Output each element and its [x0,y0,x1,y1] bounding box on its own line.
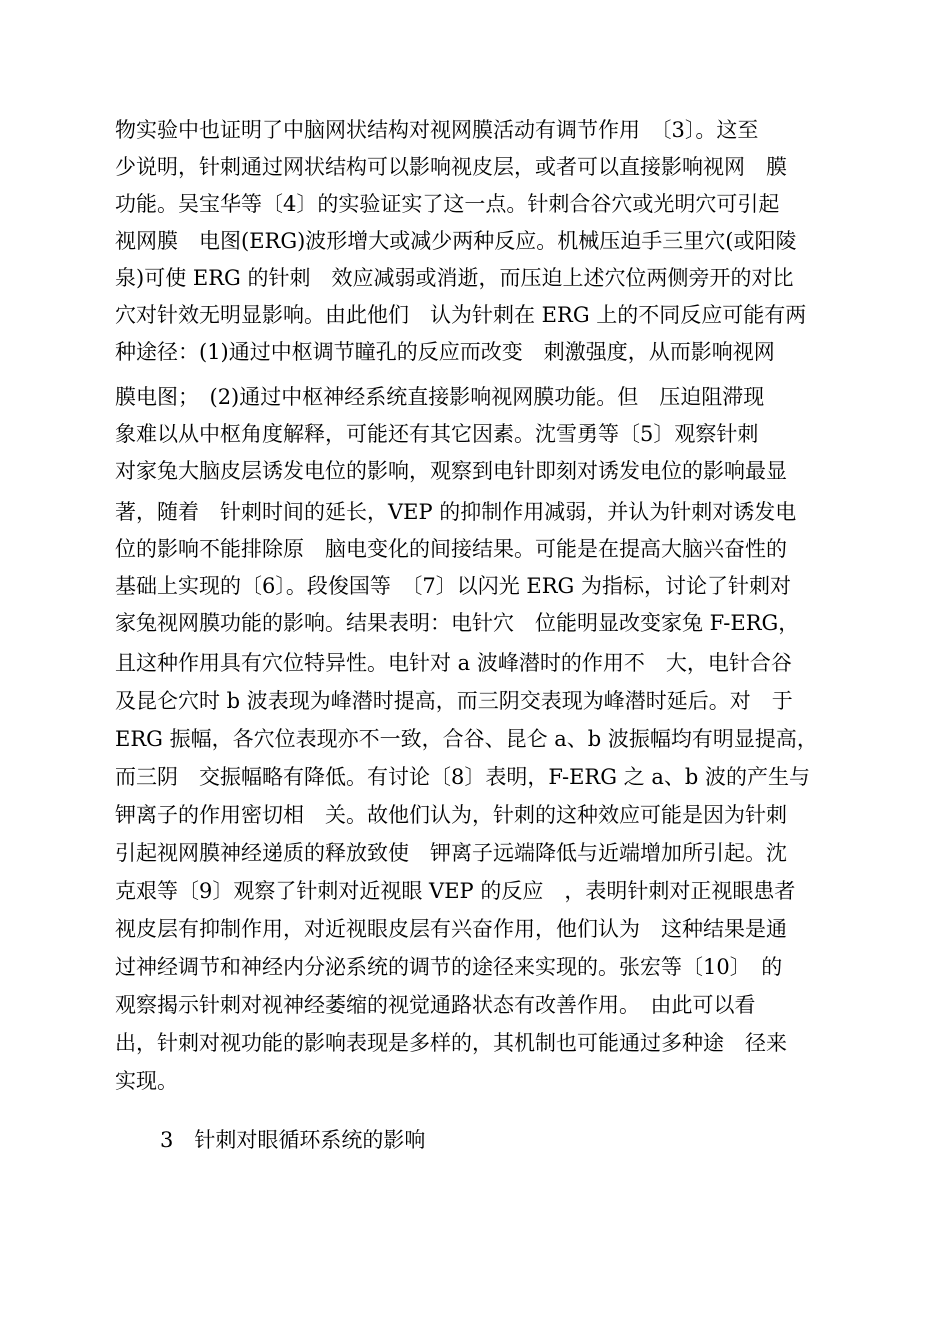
text-line: 位的影响不能排除原 脑电变化的间接结果。可能是在提高大脑兴奋性的 [115,537,787,561]
text-line: 穴对针效无明显影响。由此他们 认为针刺在 ERG 上的不同反应可能有两 [115,303,807,327]
text-line: 引起视网膜神经递质的释放致使 钾离子远端降低与近端增加所引起。沈 [115,841,787,865]
text-line: 膜电图； (2)通过中枢神经系统直接影响视网膜功能。但 压迫阻滞现 [115,385,765,409]
text-line: 过神经调节和神经内分泌系统的调节的途径来实现的。张宏等〔10〕 的 [115,955,783,979]
text-line: 出，针刺对视功能的影响表现是多样的，其机制也可能通过多种途 径来 [115,1031,787,1055]
text-line: ERG 振幅，各穴位表现亦不一致，合谷、昆仑 a、b 波振幅均有明显提高， [115,727,818,751]
text-line: 及昆仑穴时 b 波表现为峰潜时提高，而三阴交表现为峰潜时延后。对 于 [115,689,793,713]
text-line: 象难以从中枢角度解释，可能还有其它因素。沈雪勇等〔5〕观察针刺 [115,422,759,446]
text-line: 视网膜 电图(ERG)波形增大或减少两种反应。机械压迫手三里穴(或阳陵 [115,229,797,253]
text-line: 著，随着 针刺时间的延长，VEP 的抑制作用减弱，并认为针刺对诱发电 [115,500,797,524]
text-line: 钾离子的作用密切相 关。故他们认为，针刺的这种效应可能是因为针刺 [115,803,787,827]
text-line: 而三阴 交振幅略有降低。有讨论〔8〕表明，F-ERG 之 a、b 波的产生与 [115,765,810,789]
text-line: 视皮层有抑制作用，对近视眼皮层有兴奋作用，他们认为 这种结果是通 [115,917,787,941]
text-line: 功能。吴宝华等〔4〕的实验证实了这一点。针刺合谷穴或光明穴可引起 [115,192,780,216]
text-line: 克艰等〔9〕观察了针刺对近视眼 VEP 的反应 ，表明针刺对正视眼患者 [115,879,796,903]
text-line: 且这种作用具有穴位特异性。电针对 a 波峰潜时的作用不 大，电针合谷 [115,651,792,675]
text-line: 物实验中也证明了中脑网状结构对视网膜活动有调节作用 〔3〕。这至 [115,118,759,142]
text-line: 实现。 [115,1069,178,1093]
text-line: 少说明，针刺通过网状结构可以影响视皮层，或者可以直接影响视网 膜 [115,155,787,179]
section-heading: 3 针刺对眼循环系统的影响 [160,1128,426,1152]
text-line: 家兔视网膜功能的影响。结果表明：电针穴 位能明显改变家兔 F-ERG， [115,611,800,635]
text-line: 对家兔大脑皮层诱发电位的影响，观察到电针即刻对诱发电位的影响最显 [115,459,787,483]
text-line: 基础上实现的〔6〕。段俊国等 〔7〕以闪光 ERG 为指标，讨论了针刺对 [115,574,791,598]
text-line: 泉)可使 ERG 的针刺 效应减弱或消逝，而压迫上述穴位两侧旁开的对比 [115,266,794,290]
text-line: 种途径：(1)通过中枢调节瞳孔的反应而改变 刺激强度，从而影响视网 [115,340,775,364]
text-line: 观察揭示针刺对视神经萎缩的视觉通路状态有改善作用。 由此可以看 [115,993,756,1017]
